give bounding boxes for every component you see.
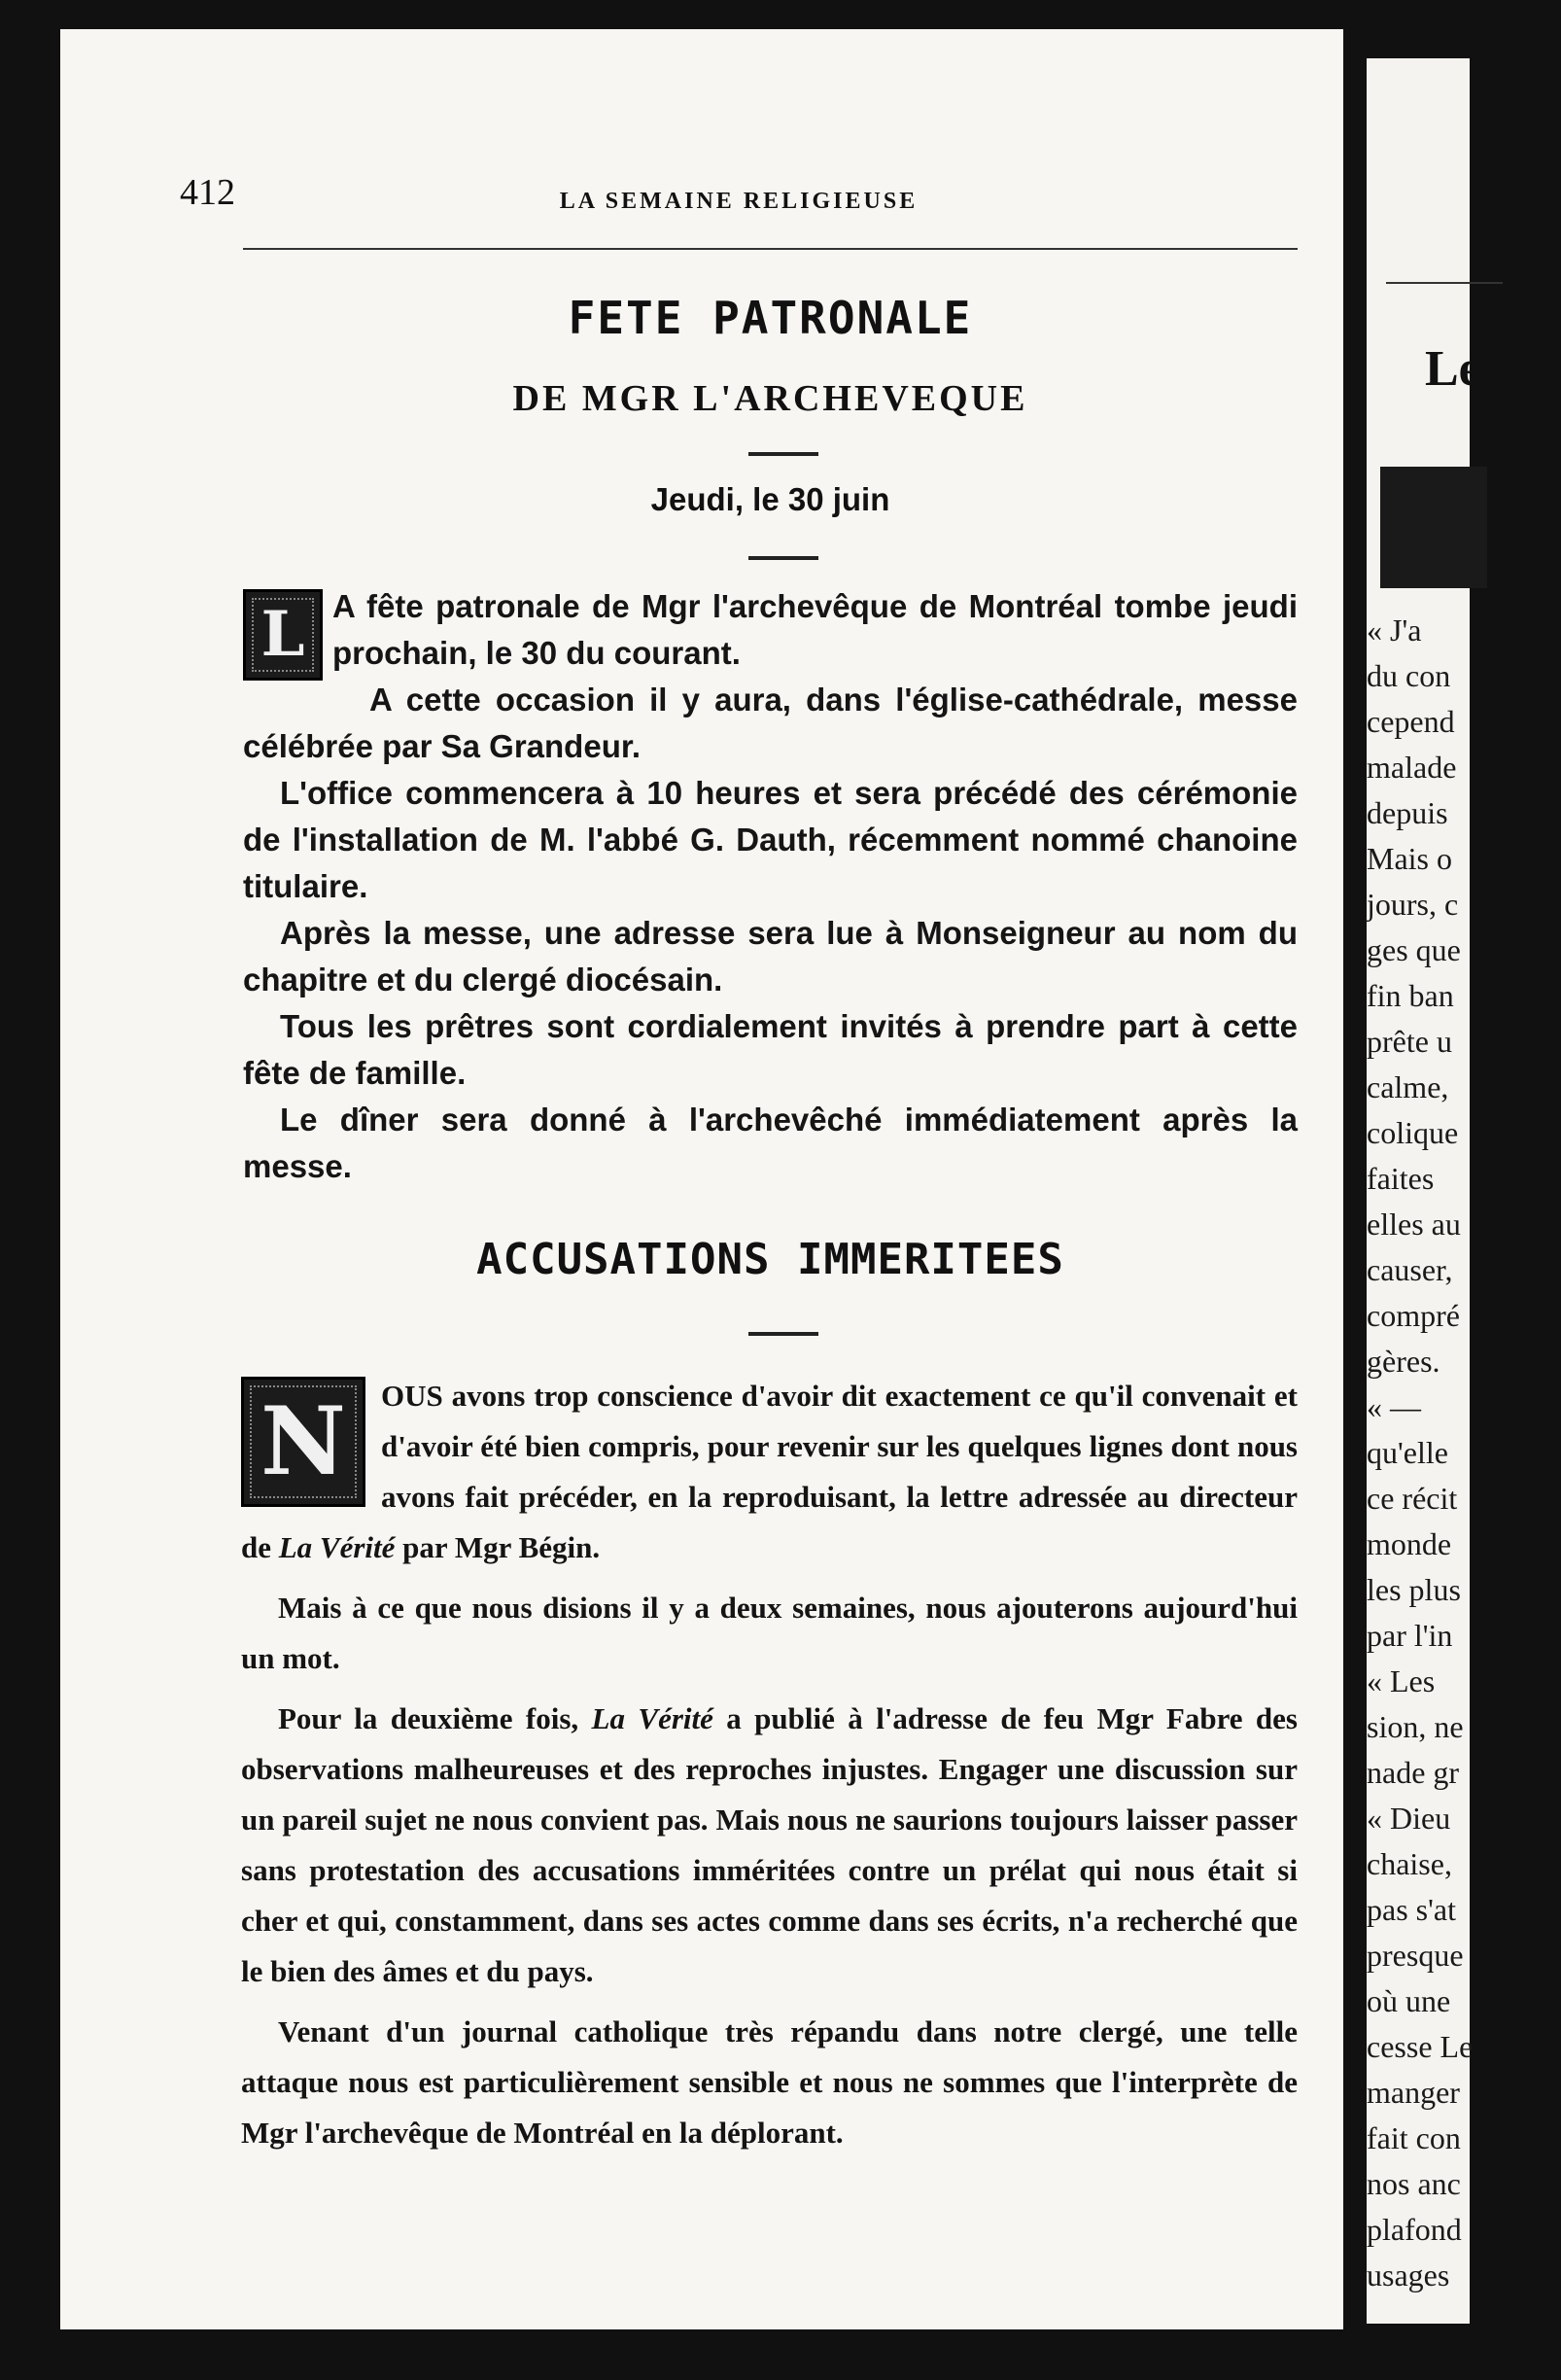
facing-page-line: « Les — [1367, 1663, 1436, 1698]
article-date: Jeudi, le 30 juin — [650, 481, 890, 517]
facing-page-line: plafond — [1367, 2212, 1462, 2247]
facing-page-line: jours, c — [1367, 887, 1459, 922]
facing-page-line: prête u — [1367, 1024, 1452, 1059]
facing-page-line: fait con — [1367, 2120, 1461, 2155]
running-title: LA SEMAINE RELIGIEUSE — [559, 189, 919, 214]
facing-page-line: « — — [1367, 1389, 1421, 1424]
paragraph: Tous les prêtres sont cordialement invités à prendre part à cette fête de famille. — [243, 1008, 1298, 1091]
facing-page-line: gères. — [1367, 1344, 1440, 1379]
paragraph: A cette occasion il y aura, dans l'église-cathédrale, messe célébrée par Sa Grandeur. — [243, 682, 1298, 764]
facing-page-line: fin ban — [1367, 978, 1454, 1013]
article-title: FETE PATRONALE — [568, 292, 973, 344]
facing-page-line: calme, — [1367, 1069, 1449, 1104]
divider-rule — [748, 452, 818, 456]
facing-page-line: chaise, — [1367, 1846, 1452, 1881]
paragraph-text: a publié à l'adresse de feu Mgr Fabre des observations malheureuses et des reproches injustes. Engager une discussion sur un pareil sujet ne nous convient pas. Mais nous ne saurions toujours laisser passer sans protestation des accusations imméritées contre un prélat qui nous était si cher et qui, constamment, dans ses actes comme dans ses écrits, n'a recherché que le bien des âmes et du pays. — [241, 1701, 1299, 1988]
page-header — [180, 146, 1298, 214]
article-subtitle: DE MGR L'ARCHEVEQUE — [512, 378, 1028, 419]
facing-page-line: ce récit — [1367, 1481, 1458, 1516]
facing-page-line: du con — [1367, 658, 1451, 693]
article-body — [243, 583, 1298, 1190]
facing-page-line: cepend — [1367, 704, 1455, 739]
facing-page-line: « J'a — [1367, 612, 1422, 648]
divider-rule — [748, 556, 818, 560]
facing-page-line: sion, ne — [1367, 1709, 1464, 1744]
header-rule — [243, 248, 1298, 250]
facing-page-line: faites — [1367, 1161, 1435, 1196]
facing-page-line: pas s'at — [1367, 1892, 1456, 1927]
paragraph — [241, 1371, 1298, 1573]
facing-page-line: nade gr — [1367, 1755, 1460, 1790]
facing-page-line: Mais o — [1367, 841, 1452, 876]
facing-page-line: malade — [1367, 750, 1457, 785]
facing-page-line: compré — [1367, 1298, 1460, 1333]
facing-page-line: « Dieu — [1367, 1801, 1451, 1836]
paragraph — [243, 583, 1298, 677]
facing-page-line: nos anc — [1367, 2166, 1461, 2201]
article-body — [241, 1371, 1298, 2158]
paragraph: Venant d'un journal catholique très répandu dans notre clergé, une telle attaque nous est particulièrement sensible et nous ne sommes que l'interprète de Mgr l'archevêque de Montréal en la déplorant. — [241, 2014, 1298, 2150]
facing-page-line: usages — [1367, 2258, 1450, 2292]
facing-page-line: ges que — [1367, 932, 1461, 967]
facing-page-title: Le — [1425, 341, 1481, 397]
facing-page — [1367, 58, 1481, 2324]
paragraph: Le dîner sera donné à l'archevêché immédiatement après la messe. — [243, 1102, 1298, 1184]
divider-rule — [748, 1332, 818, 1336]
publication-title: La Vérité — [278, 1530, 396, 1564]
facing-page-line: qu'elle — [1367, 1435, 1448, 1470]
facing-page-line: les plus — [1367, 1572, 1461, 1607]
paragraph: L'office commencera à 10 heures et sera précédé des cérémonie de l'installation de M. l'abbé G. Dauth, récemment nommé chanoine titulaire. — [243, 775, 1298, 904]
dropcap-initial: N — [241, 1377, 365, 1507]
paragraph: Mais à ce que nous disions il y a deux semaines, nous ajouterons aujourd'hui un mot. — [241, 1591, 1298, 1675]
facing-page-line: où une — [1367, 1983, 1451, 2018]
paragraph — [241, 1694, 1298, 1997]
facing-page-line: presque — [1367, 1938, 1464, 1973]
facing-page-text — [1367, 608, 1561, 2298]
facing-page-line: colique — [1367, 1115, 1459, 1150]
facing-page-line: monde — [1367, 1526, 1452, 1561]
paragraph-text: par Mgr Bégin. — [395, 1530, 601, 1564]
paragraph: Après la messe, une adresse sera lue à Monseigneur au nom du chapitre et du clergé diocésain. — [243, 915, 1298, 998]
facing-page-line: elles au — [1367, 1207, 1461, 1242]
facing-page-line: par l'in — [1367, 1618, 1453, 1653]
article-title: ACCUSATIONS IMMERITEES — [476, 1235, 1064, 1284]
page-number: 412 — [180, 172, 235, 213]
publication-title: La Vérité — [591, 1701, 713, 1735]
facing-page-line: depuis — [1367, 795, 1448, 830]
facing-page-line: manger — [1367, 2075, 1460, 2110]
paragraph-text: Pour la deuxième fois, — [278, 1701, 592, 1735]
facing-page-line: cesse Le — [1367, 2029, 1474, 2064]
paragraph-text: OUS avons trop conscience d'avoir dit exactement ce qu'il convenait et d'avoir été bien compris, pour revenir sur les quelques lignes dont nous avons fait précéder, en la reproduisant, la lettre adressée au directeur de — [241, 1379, 1298, 1564]
facing-page-rule — [1386, 282, 1503, 284]
facing-page-line: causer, — [1367, 1252, 1453, 1287]
dropcap-initial: L — [243, 589, 323, 681]
paragraph-text: A fête patronale de Mgr l'archevêque de Montréal tombe jeudi prochain, le 30 du courant. — [332, 588, 1298, 671]
facing-page-dropcap — [1380, 467, 1487, 588]
